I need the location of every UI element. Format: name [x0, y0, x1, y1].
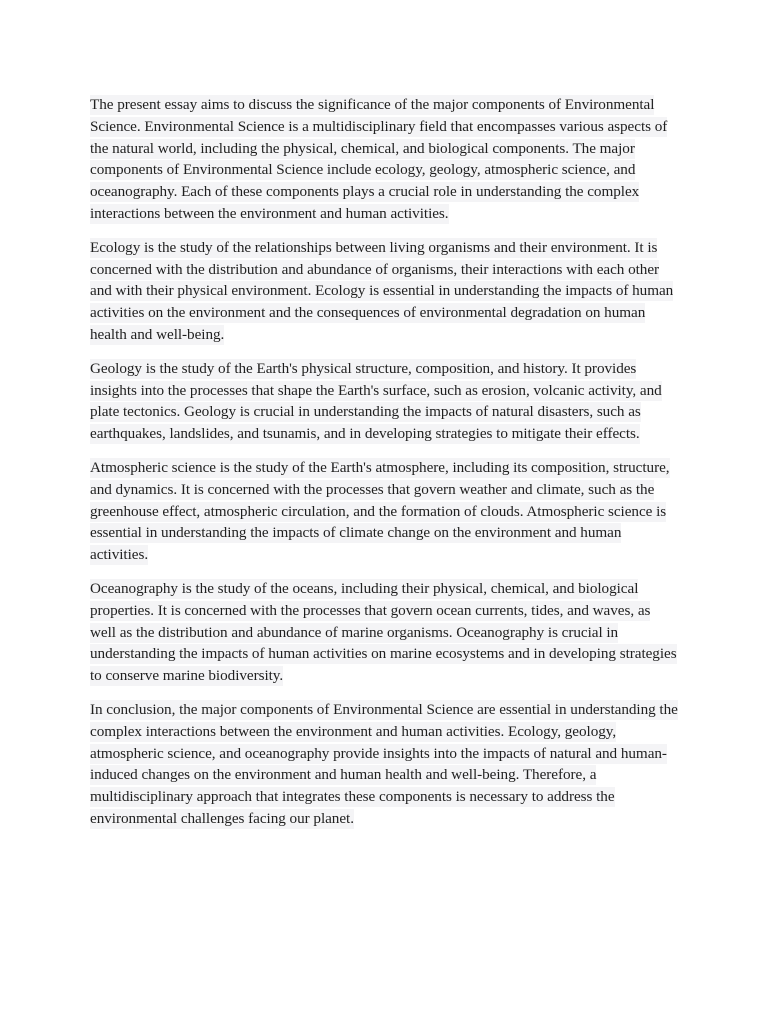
paragraph-text: The present essay aims to discuss the significance of the major components of Environmental Science. Environmental Science is a multidisciplinary field that encompasses various aspects of the natural world, including the physical, chemical, and biological components. The major components of Environmental Science include ecology, geology, atmospheric science, and oceanography. Each of these components plays a crucial role in understanding the complex interactions between the environment and human activities.	[90, 96, 668, 222]
document-body	[90, 94, 680, 842]
paragraph-text: Oceanography is the study of the oceans, including their physical, chemical, and biological properties. It is concerned with the processes that govern ocean currents, tides, and waves, as well as the distribution and abundance of marine organisms. Oceanography is crucial in understanding the impacts of human activities on marine ecosystems and in developing strategies to conserve marine biodiversity.	[90, 579, 677, 685]
paragraph-oceanography	[90, 578, 680, 687]
paragraph-geology	[90, 358, 680, 445]
paragraph-atmospheric-science	[90, 457, 680, 566]
paragraph-text: Atmospheric science is the study of the Earth's atmosphere, including its composition, structure, and dynamics. It is concerned with the processes that govern weather and climate, such as the greenhouse effect, atmospheric circulation, and the formation of clouds. Atmospheric science is essential in understanding the impacts of climate change on the environment and human activities.	[90, 458, 670, 564]
paragraph-conclusion	[90, 699, 680, 830]
paragraph-introduction	[90, 94, 680, 225]
paragraph-text: Ecology is the study of the relationships between living organisms and their environment. It is concerned with the distribution and abundance of organisms, their interactions with each other and with their physical environment. Ecology is essential in understanding the impacts of human activities on the environment and the consequences of environmental degradation on human health and well-being.	[90, 238, 674, 343]
paragraph-text: Geology is the study of the Earth's physical structure, composition, and history. It provides insights into the processes that shape the Earth's surface, such as erosion, volcanic activity, and plate tectonics. Geology is crucial in understanding the impacts of natural disasters, such as earthquakes, landslides, and tsunamis, and in developing strategies to mitigate their effects.	[90, 359, 662, 443]
paragraph-ecology	[90, 237, 680, 346]
paragraph-text: In conclusion, the major components of Environmental Science are essential in understanding the complex interactions between the environment and human activities. Ecology, geology, atmospheric science, and oceanography provide insights into the impacts of natural and human-induced changes on the environment and human health and well-being. Therefore, a multidisciplinary approach that integrates these components is necessary to address the environmental challenges facing our planet.	[90, 700, 678, 827]
